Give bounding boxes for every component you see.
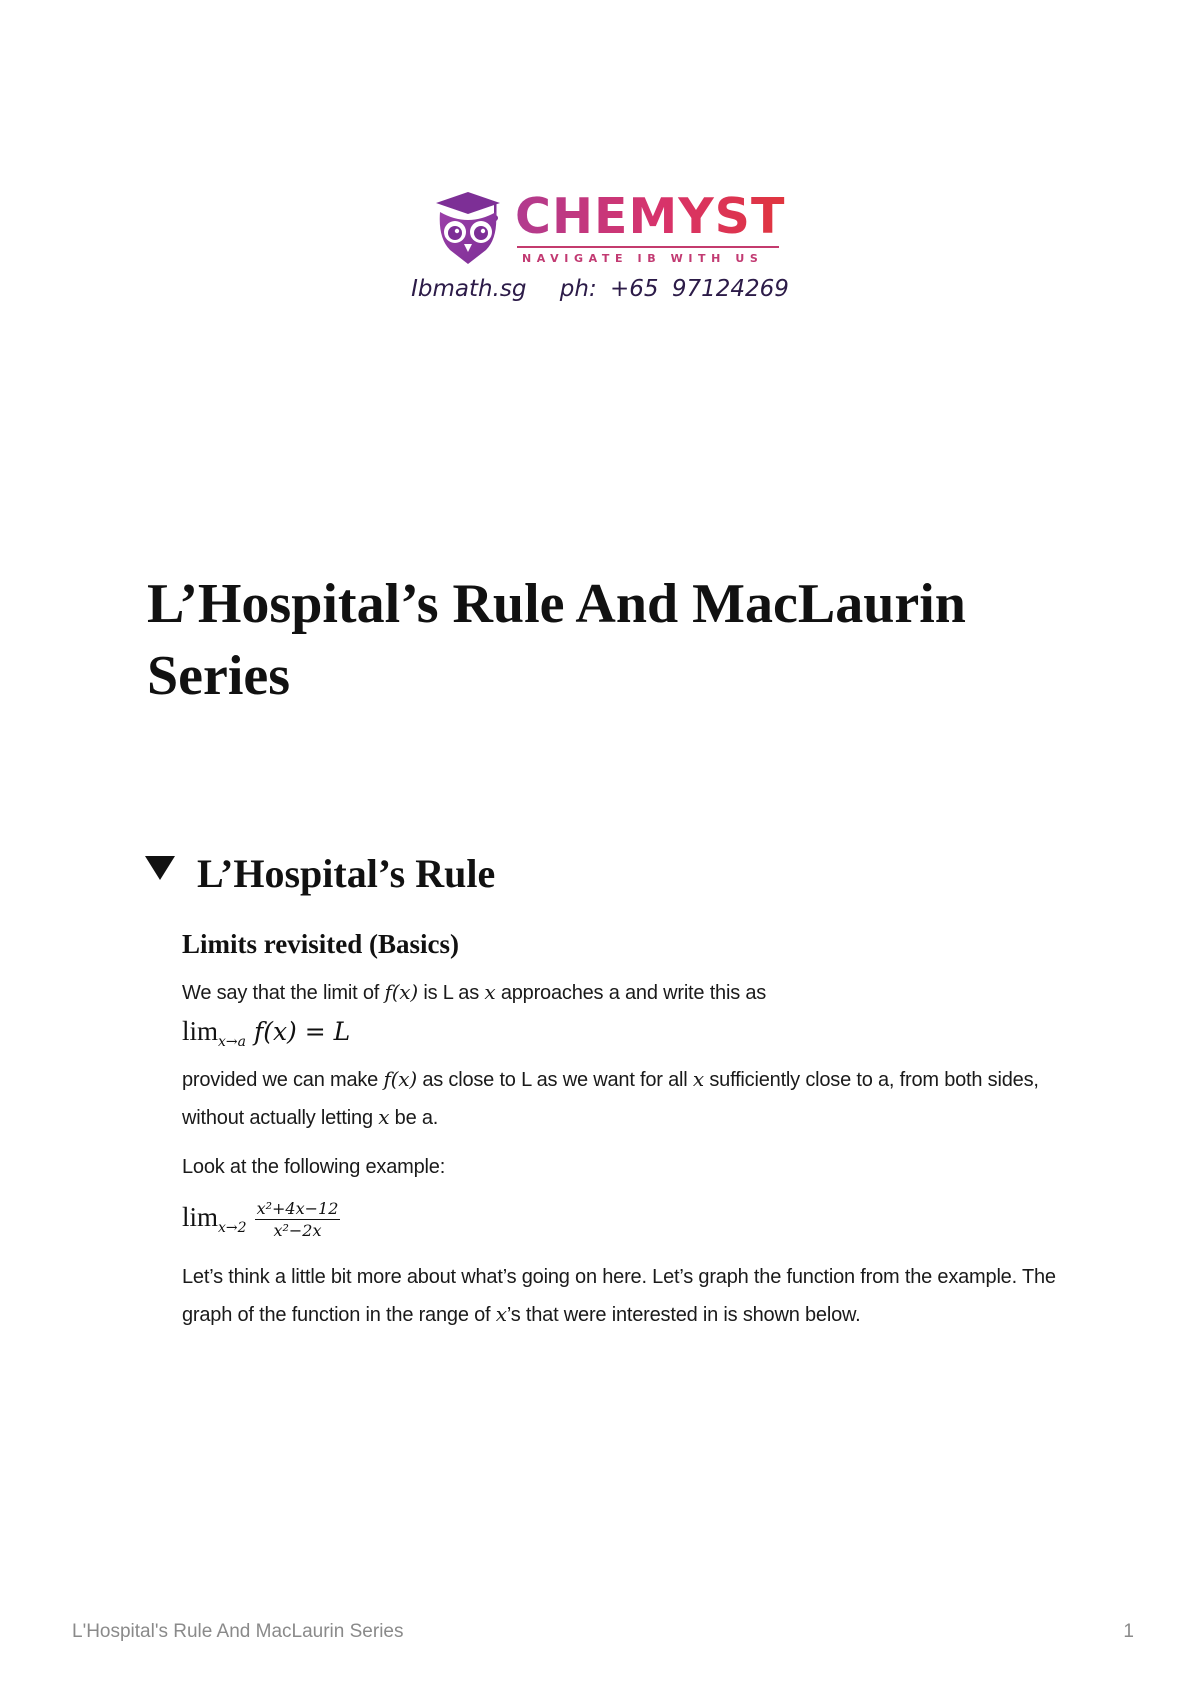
document-title: L’Hospital’s Rule And MacLaurin Series [147,573,966,707]
text-run: Let’s think a little bit more about what’s going on here. Let’s graph the function from the example. The graph of the function in the range of [182,1266,1056,1326]
lim-operator: lim [182,1016,219,1046]
math-x: x [692,1067,704,1091]
paragraph-limit-condition [182,1061,1062,1137]
math-fx: f(x) [384,980,418,1004]
brand-tagline: NAVIGATE IB WITH US [522,252,764,265]
example-limit-equation [182,1198,1062,1247]
limit-expression: f(x) = L [253,1017,351,1046]
brand-divider [517,246,779,248]
chemyst-logo [430,188,786,270]
subheading: Limits revisited (Basics) [182,929,459,959]
math-x: x [495,1302,507,1326]
paragraph-graph-intro [182,1259,1062,1334]
text-run: as close to L as we want for all [416,1069,693,1091]
lim-subscript: x→2 [218,1220,247,1236]
fraction-numerator: x²+4x−12 [256,1199,339,1218]
page-number: 1 [1123,1621,1134,1642]
contact-line [0,276,1200,302]
section-heading[interactable] [145,850,495,898]
text-run: is L as [418,982,485,1004]
limit-definition-equation [182,1012,1062,1061]
footer-document-title: L'Hospital's Rule And MacLaurin Series [72,1621,404,1642]
website-text: Ibmath.sg [411,276,527,302]
math-fx: f(x) [383,1067,417,1091]
text-run: provided we can make [182,1069,384,1091]
text-run: be a. [389,1107,439,1129]
section-heading-text: L’Hospital’s Rule [197,851,496,896]
owl-graduate-icon [430,190,506,268]
brand-name: CHEMYST [515,188,786,245]
lim-subscript: x→a [218,1034,246,1050]
lim-operator: lim [182,1202,219,1232]
text-run: We say that the limit of [182,982,385,1004]
text-run: approaches a and write this as [495,982,767,1004]
paragraph-example-intro: Look at the following example: [182,1156,446,1178]
math-x: x [484,980,496,1004]
text-run: ’s that were interested in is shown below. [506,1304,861,1326]
collapse-triangle-icon[interactable] [145,856,175,880]
section-content [182,928,1062,1334]
text-run: sufficiently close to a, from both sides, without actually letting [182,1069,1039,1129]
fraction [255,1199,341,1240]
paragraph-limit-definition [182,974,1062,1012]
math-x: x [378,1105,390,1129]
fraction-denominator: x²−2x [273,1221,322,1240]
phone-text: ph: +65 97124269 [559,276,789,302]
